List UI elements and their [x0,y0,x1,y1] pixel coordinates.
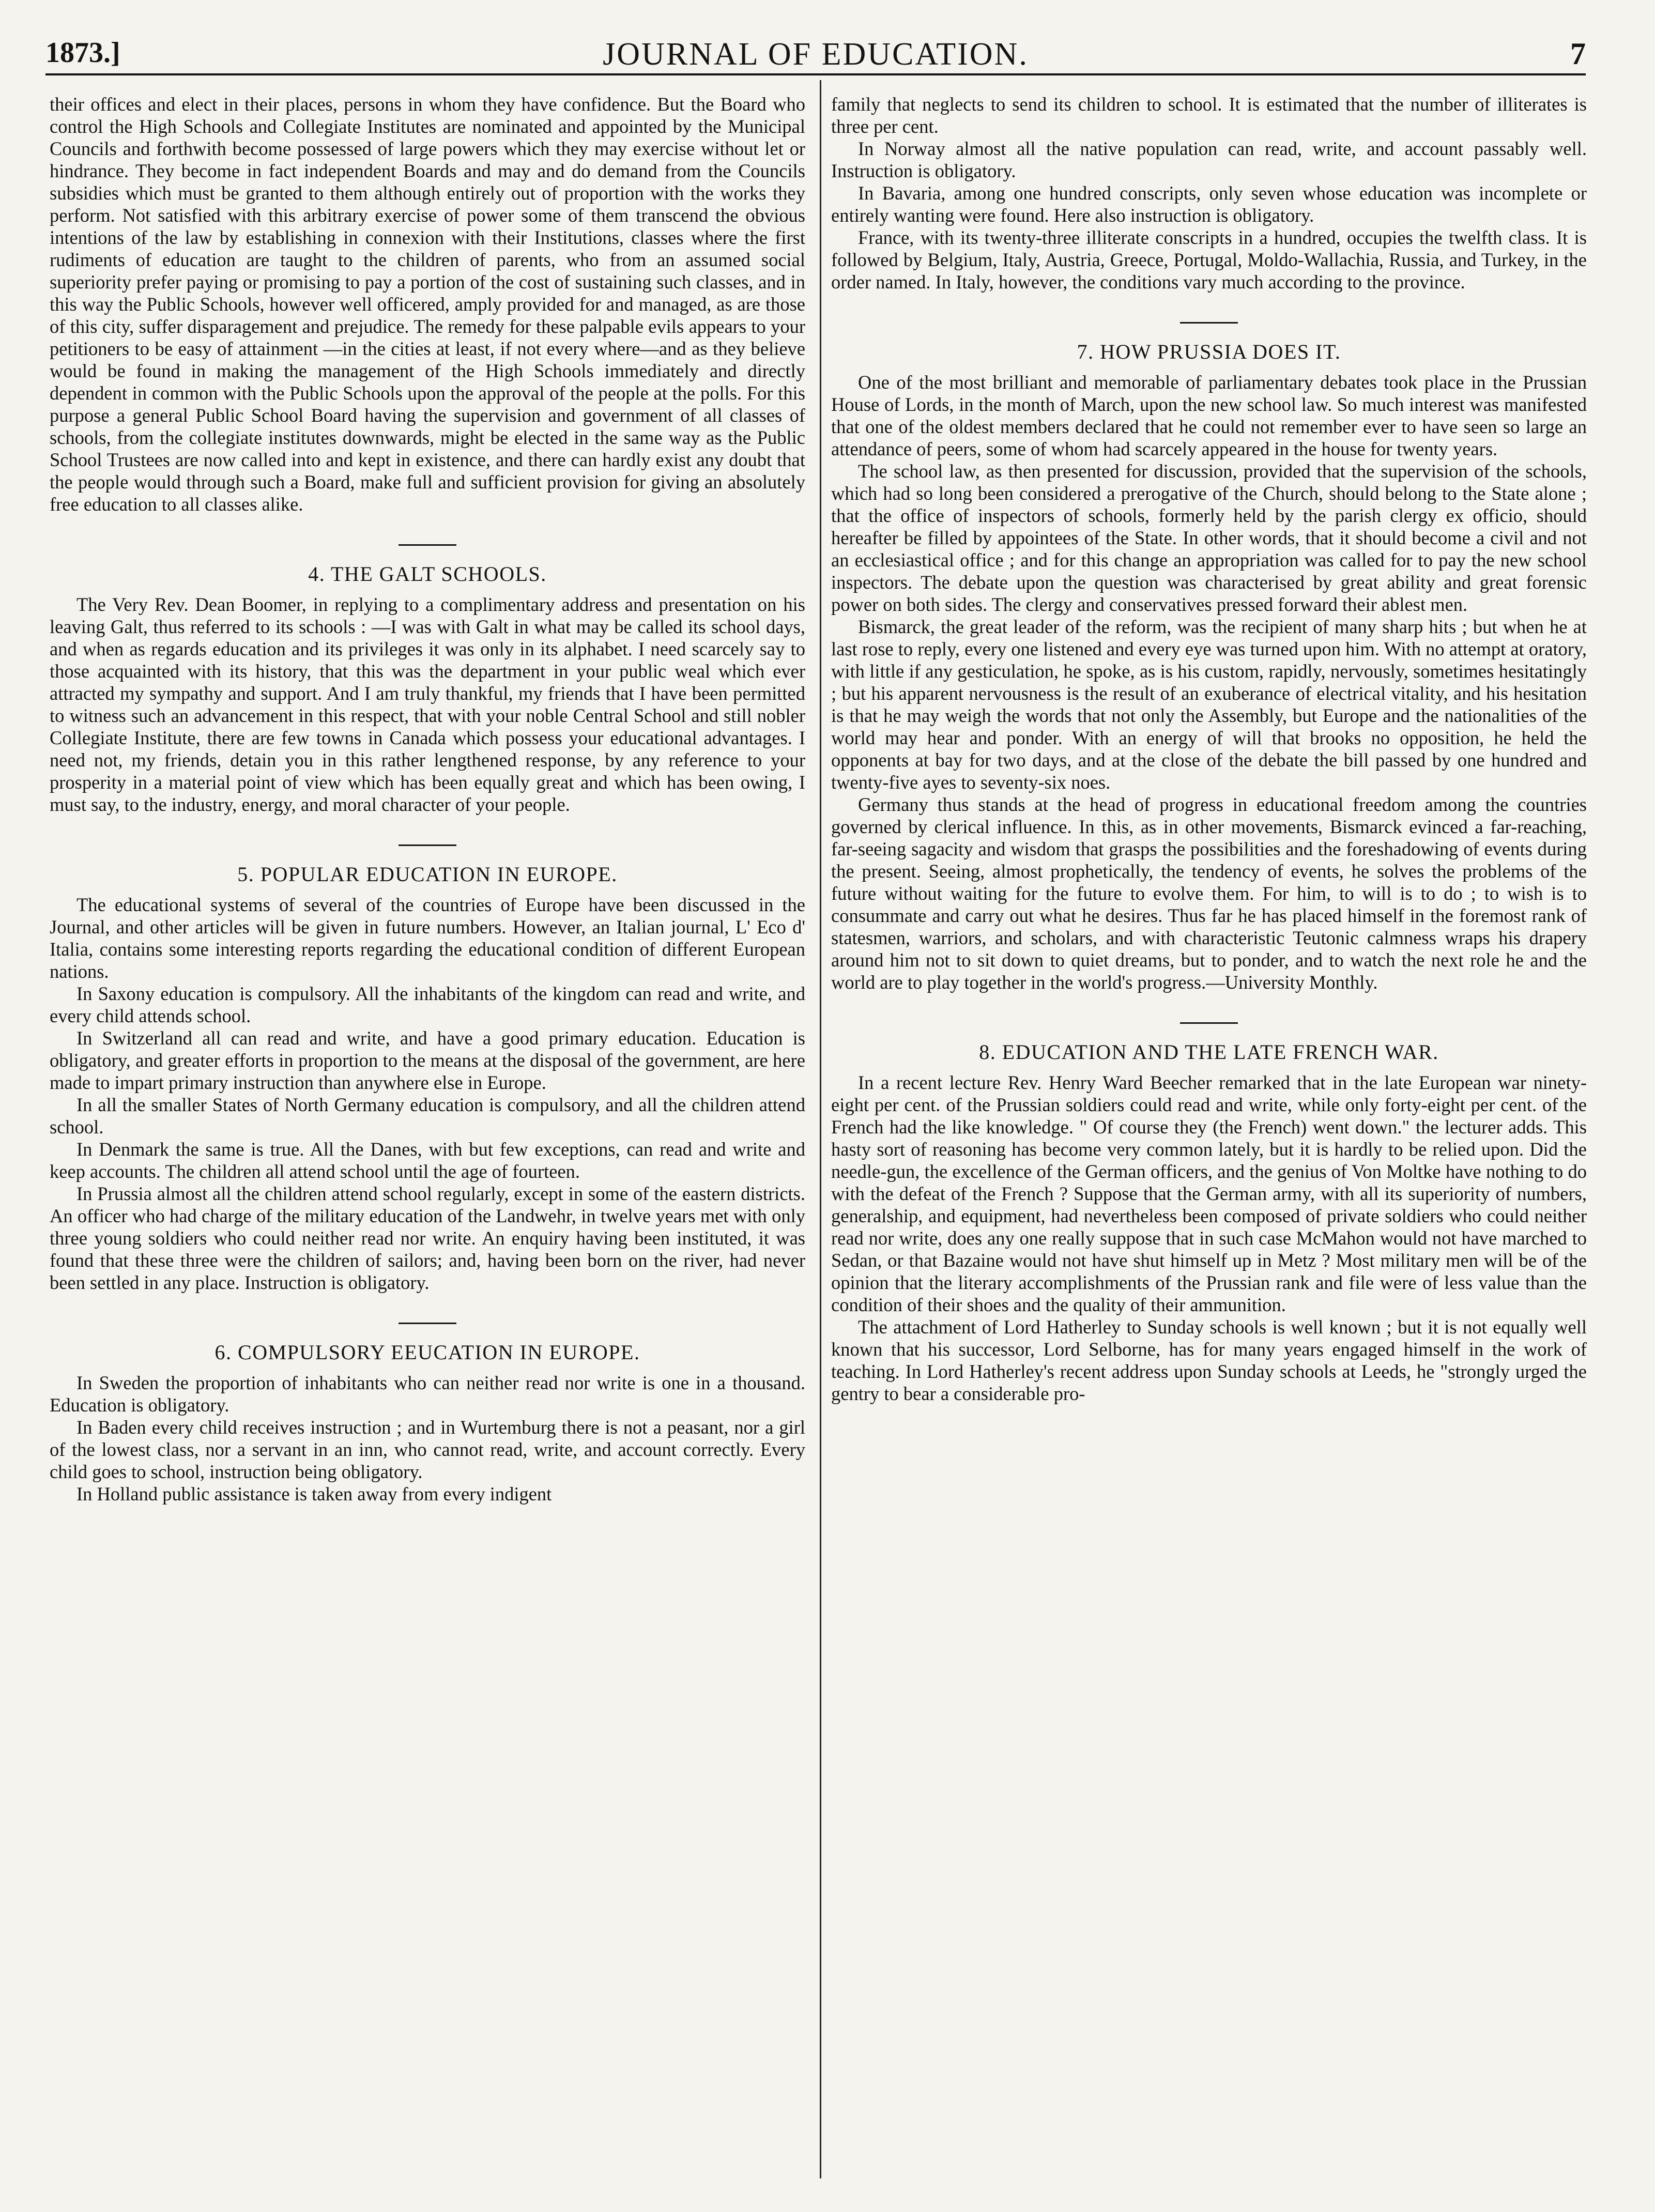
section-5-paragraph: In Prussia almost all the children attend school regularly, except in some of the eastern districts. An officer who had charge of the military education of the Landwehr, in twelve years met with only three young soldiers who could neither read nor write. An enquiry having been instituted, it was found that these three were the children of sailors; and, having been born on the river, had never been settled in any place. Instruction is obligatory. [50,1183,805,1293]
section-separator [399,544,456,546]
section-separator [1180,1022,1238,1024]
section-6-paragraph: In Bavaria, among one hundred conscripts, only seven whose education was incomplete or entirely wanting were found. Here also instruction is obligatory. [831,182,1587,226]
section-6-heading: 6. COMPULSORY EEUCATION IN EUROPE. [214,1341,640,1364]
section-7-heading: 7. HOW PRUSSIA DOES IT. [1077,340,1341,363]
left-column [50,93,805,1505]
section-7-paragraph: One of the most brilliant and memorable of parliamentary debates took place in the Prussian House of Lords, in the month of March, upon the new school law. So much interest was manifested that one of the oldest members declared that he could not remember ever to have seen so large an attendance of peers, some of whom had scarcely appeared in the house for twenty years. [831,372,1587,459]
journal-title: JOURNAL OF EDUCATION. [603,37,1029,72]
section-7-paragraph: Germany thus stands at the head of progress in educational freedom among the countries governed by clerical influence. In this, as in other movements, Bismarck evinced a far-reaching, far-seeing sagacity and wisdom that grasps the possibilities and the foreshadowing of events during the present. Seeing, almost prophetically, the tendency of events, he solves the problems of the future without waiting for the future to evolve them. For him, to will is to do ; to wish is to consummate and carry out what he desires. Thus far he has placed himself in the foremost rank of statesmen, warriors, and scholars, and with characteristic Teutonic calmness wraps his drapery around him not to sit down to quiet dreams, but to ponder, and to watch the next role he and the world are to play together in the world's progress.—University Monthly. [831,794,1587,993]
section-5-heading: 5. POPULAR EDUCATION IN EUROPE. [237,863,618,886]
section-5-paragraph: In Saxony education is compulsory. All the inhabitants of the kingdom can read and write, and every child attends school. [50,983,805,1026]
section-5-paragraph: In all the smaller States of North Germany education is compulsory, and all the children attend school. [50,1094,805,1138]
right-column [831,93,1587,1405]
section-6-paragraph: France, with its twenty-three illiterate conscripts in a hundred, occupies the twelfth class. It is followed by Belgium, Italy, Austria, Greece, Portugal, Moldo-Wallachia, Russia, and Turkey, in the order named. In Italy, however, the conditions vary much according to the province. [831,227,1587,293]
section-6-paragraph: In Holland public assistance is taken away from every indigent [76,1483,552,1504]
column-divider [820,80,821,2178]
section-5-paragraph: In Switzerland all can read and write, and have a good primary education. Education is obligatory, and greater efforts in proportion to the means at the disposal of the government, are here made to impart primary instruction than anywhere else in Europe. [50,1027,805,1093]
section-5-paragraph: The educational systems of several of the countries of Europe have been discussed in the Journal, and other articles will be given in future numbers. However, an Italian journal, L' Eco d' Italia, contains some interesting reports regarding the educational condition of different European nations. [50,894,805,982]
section-4-heading: 4. THE GALT SCHOOLS. [308,562,547,586]
section-7-paragraph: Bismarck, the great leader of the reform, was the recipient of many sharp hits ; but when he at last rose to reply, every one listened and every eye was turned upon him. With no attempt at oratory, with little if any gesticulation, he spoke, as is his custom, rapidly, nervously, sometimes hesitatingly ; but his apparent nervousness is the result of an exuberance of electrical vitality, and his hesitation is that he may weigh the words that not only the Assembly, but Europe and the nationalities of the world may hear and ponder. With an energy of will that brooks no opposition, he held the opponents at bay for two days, and at the close of the debate the bill passed by one hundred and twenty-five ayes to seventy-six noes. [831,616,1587,793]
section-8-paragraph: The attachment of Lord Hatherley to Sunday schools is well known ; but it is not equally well known that his successor, Lord Selborne, has for many years engaged himself in the work of teaching. In Lord Hatherley's recent address upon Sunday schools at Leeds, he "strongly urged the gentry to bear a considerable pro- [831,1316,1587,1404]
section-5-paragraph: In Denmark the same is true. All the Danes, with but few exceptions, can read and write and keep accounts. The children all attend school until the age of fourteen. [50,1139,805,1182]
section-6-continuation: family that neglects to send its children to school. It is estimated that the number of illiterates is three per cent. [831,94,1587,137]
section-6-paragraph: In Sweden the proportion of inhabitants who can neither read nor write is one in a thousand. Education is obligatory. [50,1372,805,1416]
section-separator [399,1323,456,1324]
section-8-paragraph: In a recent lecture Rev. Henry Ward Beecher remarked that in the late European war ninety-eight per cent. of the Prussian soldiers could read and write, while only forty-eight per cent. of the French had the like knowledge. " Of course they (the French) went down." the lecturer adds. This hasty sort of reasoning has become very common lately, but it is hardly to be relied upon. Did the needle-gun, the excellence of the German officers, and the genius of Von Moltke have nothing to do with the defeat of the French ? Suppose that the German army, with all its superiority of numbers, generalship, and equipment, had nevertheless been composed of private soldiers who could neither read nor write, does any one really suppose that in such case McMahon would not have marched to Sedan, or that Bazaine would not have shut himself up in Metz ? Most military men will be of the opinion that the literary accomplishments of the Prussian rank and file were of less value than the condition of their shoes and the quality of their ammunition. [831,1072,1587,1315]
page-number: 7 [1570,37,1586,71]
page-header [45,36,1586,75]
section-6-paragraph: In Norway almost all the native population can read, write, and account passably well. Instruction is obligatory. [831,138,1587,181]
section-7-paragraph: The school law, as then presented for discussion, provided that the supervision of the schools, which had so long been considered a prerogative of the Church, should belong to the State alone ; that the office of inspectors of schools, formerly held by the parish clergy ex officio, should hereafter be filled by appointees of the State. In other words, that it should become a civil and not an ecclesiastical office ; and for this change an appropriation was called for to pay the new school inspectors. The debate upon the question was characterised by great ability and great forensic power on both sides. The clergy and conservatives pressed forward their ablest men. [831,460,1587,615]
header-year: 1873.] [45,37,120,69]
section-separator [1180,322,1238,324]
section-separator [399,844,456,846]
section-6-paragraph: In Baden every child receives instruction ; and in Wurtemburg there is not a peasant, nor a girl of the lowest class, nor a servant in an inn, who cannot read, write, and account correctly. Every child goes to school, instruction being obligatory. [50,1417,805,1482]
petition-continuation: their offices and elect in their places, persons in whom they have confidence. But the Board who control the High Schools and Collegiate Institutes are nominated and appointed by the Municipal Councils and forthwith become possessed of large powers which they may exercise without let or hindrance. They become in fact independent Boards and may and do demand from the Councils subsidies which must be granted to them although entirely out of proportion with the works they perform. Not satisfied with this arbitrary exercise of power some of them transcend the obvious intentions of the law by establishing in connexion with their Institutions, classes where the first rudiments of education are taught to the children of parents, who from an assumed social superiority prefer paying or promising to pay a portion of the cost of sustaining such classes, and in this way the Public Schools, however well officered, amply provided for and managed, as are those of this city, suffer disparagement and prejudice. The remedy for these palpable evils appears to your petitioners to be easy of attainment —in the cities at least, if not every where—and as they believe would be found in making the management of the High Schools immediately and directly dependent in common with the Public Schools upon the approval of the people at the polls. For this purpose a general Public School Board having the supervision and government of all classes of schools, from the collegiate institutes downwards, might be elected in the same way as the Public School Trustees are now called into and kept in existence, and there can hardly exist any doubt that the people would through such a Board, make full and sufficient provision for giving an absolutely free education to all classes alike. [50,94,805,515]
section-4-paragraph: The Very Rev. Dean Boomer, in replying to a complimentary address and presentation on his leaving Galt, thus referred to its schools : —I was with Galt in what may be called its school days, and when as regards education and its privileges it was only in its alphabet. I need scarcely say to those acquainted with its history, that this was the department in your public weal which ever attracted my sympathy and support. And I am truly thankful, my friends that I have been permitted to witness such an advancement in this respect, that with your noble Central School and still nobler Collegiate Institute, there are few towns in Canada which possess your educational advantages. I need not, my friends, detain you in this rather lengthened response, by any reference to your prosperity in a material point of view which has been equally great and which has been owing, I must say, to the industry, energy, and moral character of your people. [50,594,805,815]
section-8-heading: 8. EDUCATION AND THE LATE FRENCH WAR. [979,1040,1439,1064]
